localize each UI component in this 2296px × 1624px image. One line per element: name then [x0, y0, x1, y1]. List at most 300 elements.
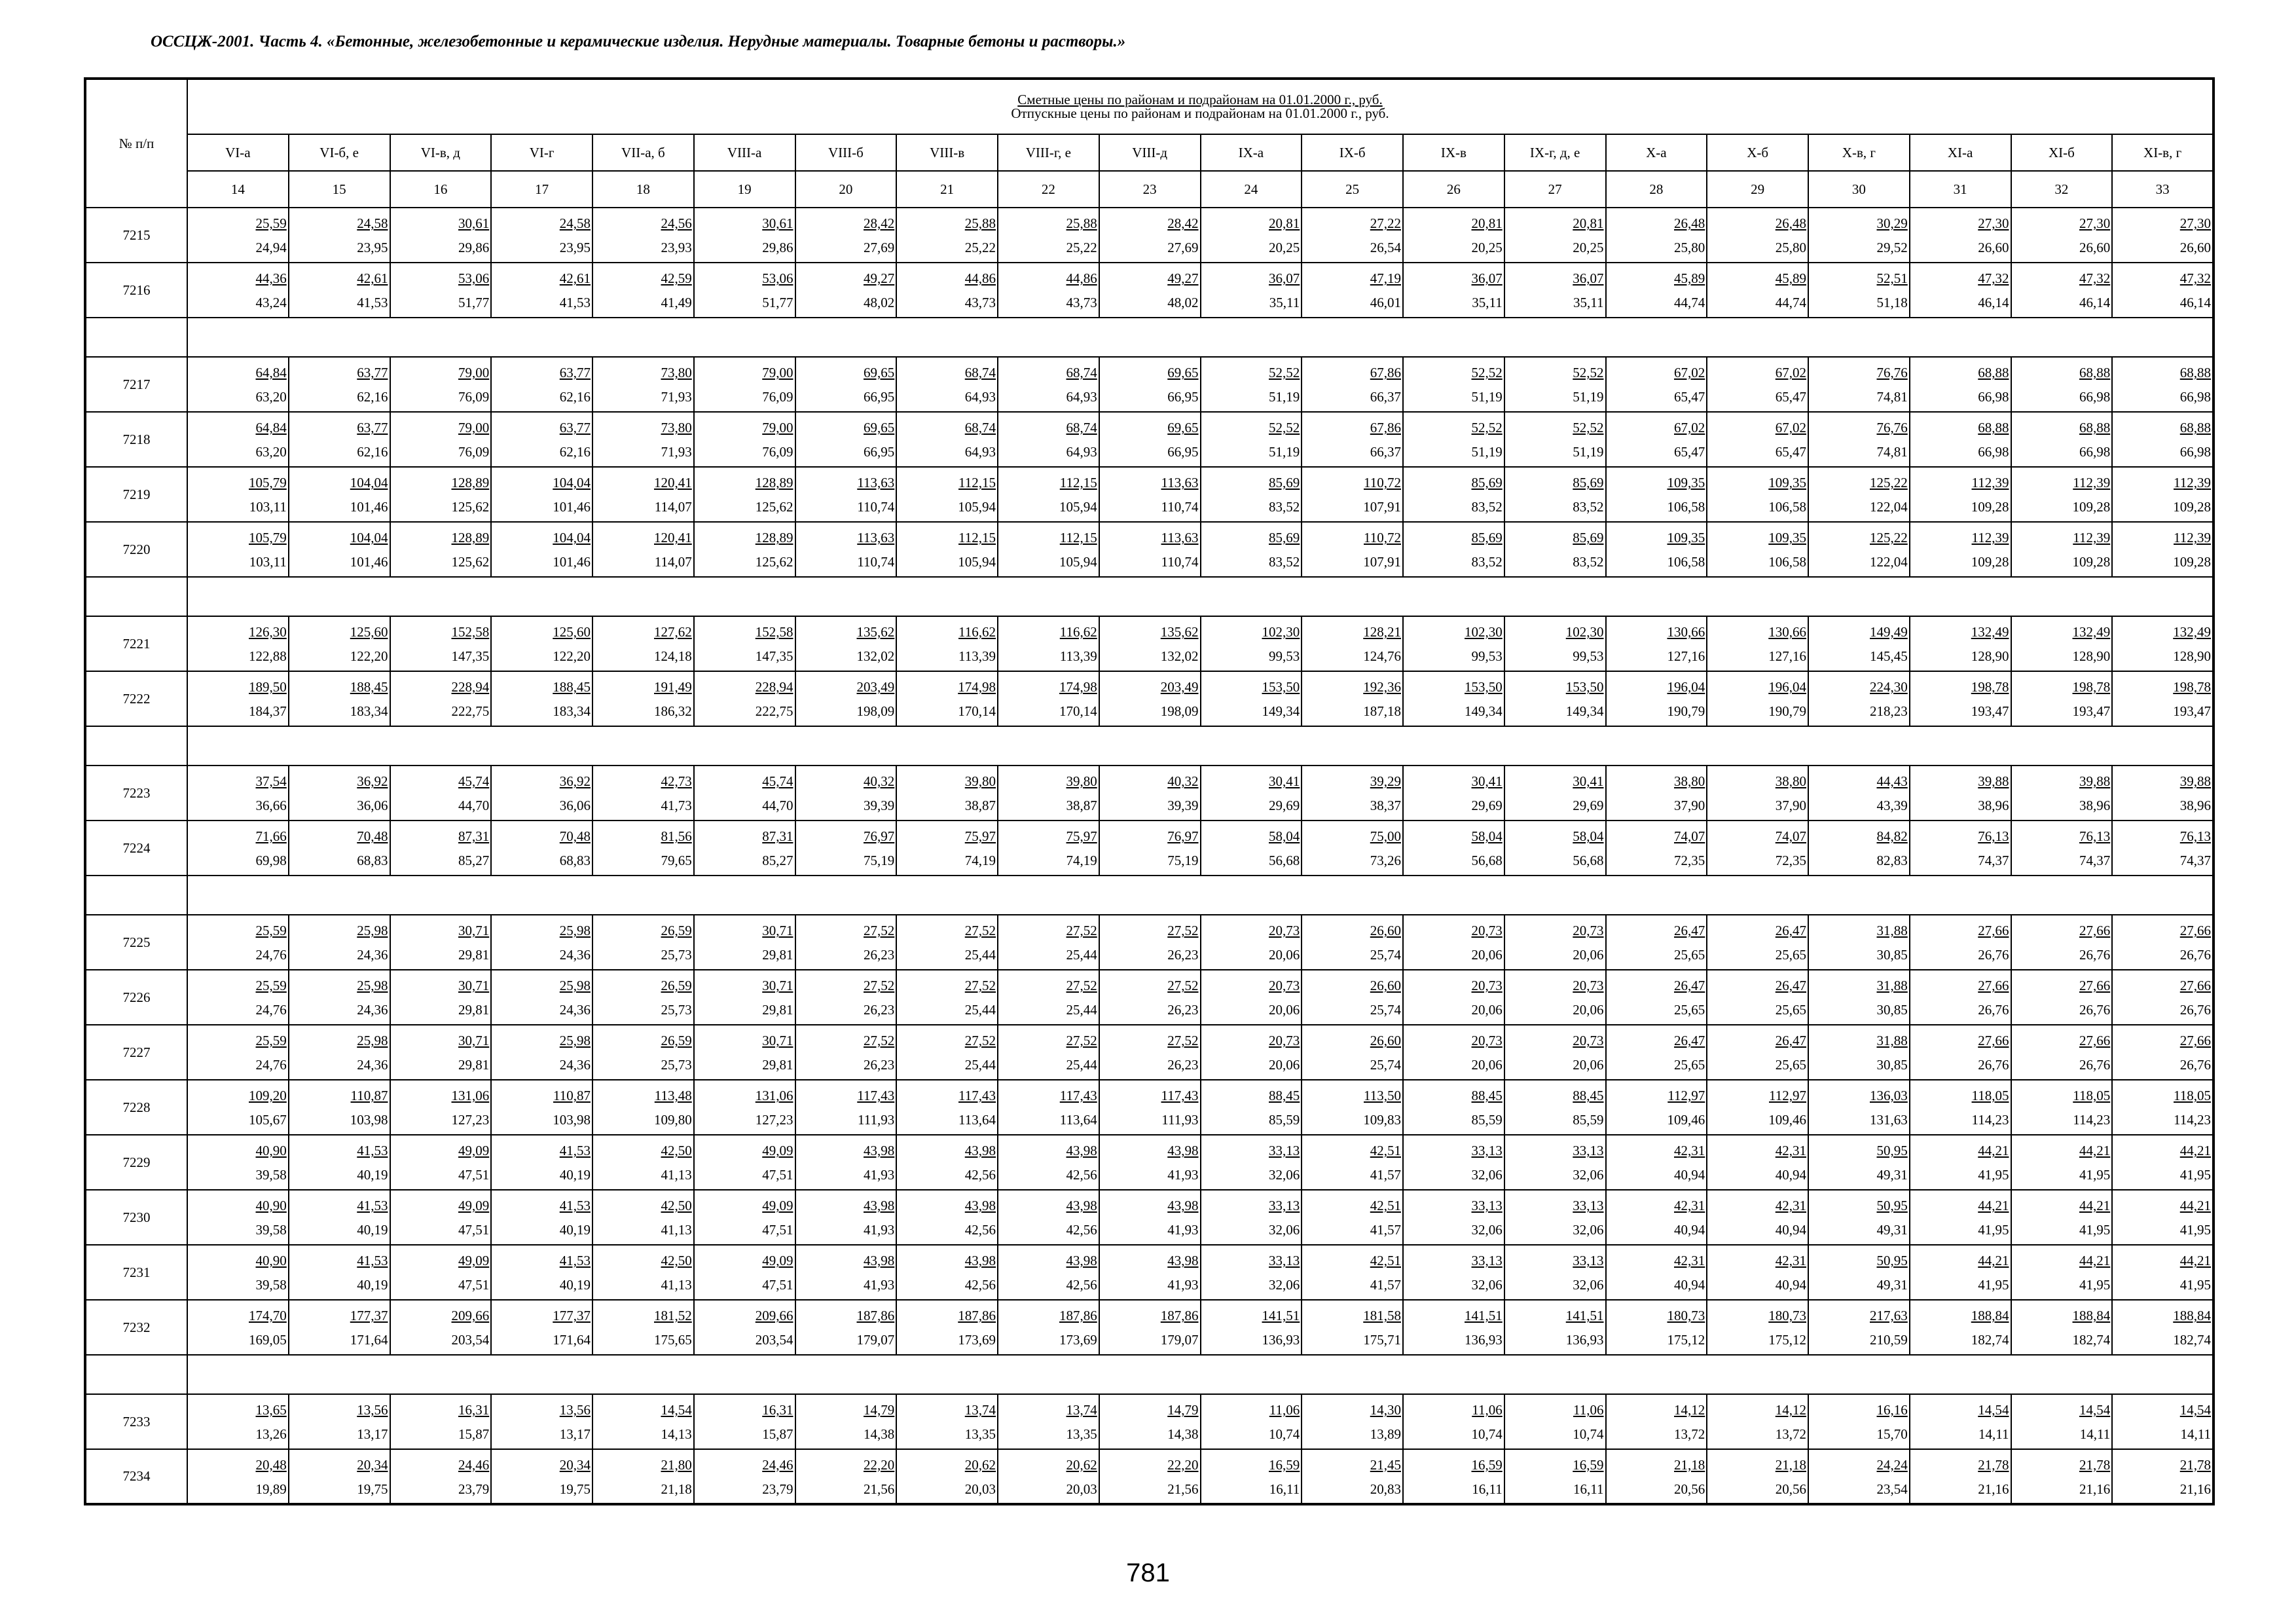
- release-price: 101,46: [350, 499, 388, 515]
- estimated-price: 13,65: [255, 1402, 287, 1418]
- price-cell: [2011, 1245, 2113, 1300]
- group-separator-row: [85, 577, 2214, 616]
- estimated-price: 153,50: [1465, 679, 1503, 695]
- price-cell: [694, 671, 795, 726]
- release-price: 26,76: [1978, 1057, 2009, 1073]
- price-cell: [1099, 467, 1201, 522]
- price-cell: [1504, 766, 1606, 821]
- price-cell: [1302, 1394, 1403, 1449]
- price-cell: [1403, 766, 1504, 821]
- price-cell: [1606, 766, 1707, 821]
- price-cell: [795, 1245, 897, 1300]
- price-cell: [592, 616, 694, 671]
- release-price: 113,64: [958, 1112, 996, 1128]
- price-cell: [187, 1025, 289, 1080]
- release-price: 109,28: [1971, 554, 2009, 570]
- release-price: 76,09: [458, 444, 490, 460]
- estimated-price: 20,62: [964, 1456, 996, 1473]
- estimated-price: 84,82: [1876, 828, 1908, 844]
- release-price: 25,65: [1674, 1057, 1705, 1073]
- estimated-price: 52,52: [1573, 420, 1604, 435]
- release-price: 20,25: [1269, 240, 1300, 255]
- release-price: 74,19: [964, 853, 996, 868]
- estimated-price: 196,04: [1667, 679, 1705, 695]
- row-number: 7232: [85, 1300, 187, 1355]
- release-price: 170,14: [1059, 703, 1097, 719]
- estimated-price: 69,65: [1167, 365, 1199, 380]
- release-price: 32,06: [1573, 1277, 1604, 1293]
- estimated-price: 73,80: [661, 365, 692, 380]
- estimated-price: 14,12: [1674, 1402, 1705, 1418]
- release-price: 66,98: [1978, 444, 2009, 460]
- price-cell: [795, 970, 897, 1025]
- estimated-price: 187,86: [1160, 1308, 1199, 1323]
- estimated-price: 79,00: [762, 365, 793, 380]
- price-cell: [2112, 1080, 2214, 1135]
- price-cell: [795, 1080, 897, 1135]
- price-cell: [1403, 915, 1504, 970]
- price-cell: [1099, 1025, 1201, 1080]
- release-price: 40,94: [1674, 1167, 1705, 1183]
- estimated-price: 125,60: [350, 624, 388, 640]
- price-cell: [1606, 970, 1707, 1025]
- group-separator-row: [85, 318, 2214, 357]
- price-cell: [1403, 263, 1504, 318]
- release-price: 56,68: [1573, 853, 1604, 868]
- price-cell: [1910, 1135, 2011, 1190]
- price-cell: [694, 1245, 795, 1300]
- release-price: 39,39: [1167, 798, 1199, 813]
- estimated-price: 43,98: [964, 1253, 996, 1268]
- release-price: 193,47: [2173, 703, 2211, 719]
- table-row: [85, 821, 2214, 876]
- release-price: 21,16: [1978, 1481, 2009, 1497]
- release-price: 24,94: [255, 240, 287, 255]
- release-price: 36,66: [255, 798, 287, 813]
- price-cell: [1201, 1394, 1302, 1449]
- price-cell: [187, 1190, 289, 1245]
- price-cell: [1606, 412, 1707, 467]
- release-price: 125,62: [451, 554, 490, 570]
- release-price: 65,47: [1674, 389, 1705, 405]
- price-cell: [1302, 821, 1403, 876]
- estimated-price: 27,52: [964, 923, 996, 938]
- release-price: 32,06: [1573, 1167, 1604, 1183]
- release-price: 39,58: [255, 1277, 287, 1293]
- price-cell: [390, 766, 492, 821]
- price-cell: [2112, 821, 2214, 876]
- estimated-price: 102,30: [1565, 624, 1604, 640]
- estimated-price: 43,98: [1167, 1198, 1199, 1213]
- release-price: 20,06: [1471, 1057, 1503, 1073]
- release-price: 26,23: [1167, 1057, 1199, 1073]
- estimated-price: 53,06: [762, 270, 793, 286]
- release-price: 25,73: [661, 947, 692, 963]
- price-cell: [1099, 412, 1201, 467]
- release-price: 56,68: [1269, 853, 1300, 868]
- estimated-price: 174,98: [958, 679, 996, 695]
- price-cell: [795, 263, 897, 318]
- estimated-price: 24,46: [458, 1456, 490, 1473]
- separator-cell: [187, 1355, 2214, 1394]
- release-price: 25,44: [964, 1002, 996, 1018]
- estimated-price: 209,66: [755, 1308, 793, 1323]
- release-price: 41,93: [1167, 1167, 1199, 1183]
- column-number: 23: [1099, 171, 1201, 208]
- price-cell: [1707, 1190, 1808, 1245]
- release-price: 13,35: [964, 1426, 996, 1442]
- release-price: 110,74: [1161, 554, 1199, 570]
- release-price: 171,64: [553, 1332, 591, 1348]
- release-price: 41,49: [661, 295, 692, 310]
- price-cell: [592, 1245, 694, 1300]
- estimated-price: 188,45: [553, 679, 591, 695]
- row-number: 7222: [85, 671, 187, 726]
- estimated-price: 49,27: [864, 270, 895, 286]
- release-price: 20,56: [1775, 1481, 1806, 1497]
- price-cell: [795, 1449, 897, 1504]
- estimated-price: 110,72: [1364, 530, 1401, 545]
- release-price: 85,27: [762, 853, 793, 868]
- estimated-price: 21,80: [661, 1456, 692, 1473]
- release-price: 32,06: [1269, 1277, 1300, 1293]
- release-price: 43,73: [1066, 295, 1097, 310]
- release-price: 109,83: [1363, 1112, 1401, 1128]
- price-cell: [187, 1080, 289, 1135]
- price-cell: [1504, 1080, 1606, 1135]
- column-number-row: [85, 171, 2214, 208]
- price-cell: [1910, 467, 2011, 522]
- estimated-price: 26,47: [1674, 978, 1705, 993]
- document-header: ОССЦЖ-2001. Часть 4. «Бетонные, железобетонные и керамические изделия. Нерудные материалы. Товарные бетоны и растворы.»: [151, 33, 1126, 50]
- estimated-price: 42,51: [1370, 1253, 1401, 1268]
- estimated-price: 42,31: [1674, 1143, 1705, 1158]
- release-price: 23,95: [357, 240, 388, 255]
- price-cell: [2112, 915, 2214, 970]
- price-cell: [2112, 1190, 2214, 1245]
- price-cell: [1403, 357, 1504, 412]
- estimated-price: 74,07: [1775, 828, 1806, 844]
- release-price: 66,98: [1978, 389, 2009, 405]
- column-number: 19: [694, 171, 795, 208]
- release-price: 14,38: [1167, 1426, 1199, 1442]
- estimated-price: 16,31: [458, 1402, 490, 1418]
- estimated-price: 27,66: [1978, 1033, 2009, 1048]
- price-cell: [1808, 1080, 1910, 1135]
- release-price: 41,93: [864, 1167, 895, 1183]
- table-row: [85, 1135, 2214, 1190]
- release-price: 114,23: [1971, 1112, 2009, 1128]
- release-price: 106,58: [1768, 499, 1806, 515]
- estimated-price: 42,31: [1775, 1143, 1806, 1158]
- estimated-price: 128,89: [451, 475, 490, 490]
- estimated-price: 44,21: [2079, 1198, 2111, 1213]
- estimated-price: 187,86: [958, 1308, 996, 1323]
- price-cell: [694, 467, 795, 522]
- price-cell: [1707, 1449, 1808, 1504]
- price-cell: [1099, 616, 1201, 671]
- release-price: 83,52: [1269, 499, 1300, 515]
- estimated-price: 112,15: [958, 475, 996, 490]
- estimated-price: 110,87: [553, 1088, 591, 1103]
- price-cell: [694, 1190, 795, 1245]
- estimated-price: 47,32: [1978, 270, 2009, 286]
- estimated-price: 11,06: [1472, 1402, 1503, 1418]
- price-cell: [1099, 671, 1201, 726]
- release-price: 198,09: [856, 703, 895, 719]
- release-price: 62,16: [357, 389, 388, 405]
- estimated-price: 50,95: [1876, 1253, 1908, 1268]
- release-price: 125,62: [451, 499, 490, 515]
- release-price: 13,17: [559, 1426, 591, 1442]
- release-price: 32,06: [1269, 1222, 1300, 1238]
- price-cell: [187, 208, 289, 263]
- estimated-price: 128,21: [1363, 624, 1401, 640]
- release-price: 107,91: [1363, 499, 1401, 515]
- release-price: 51,77: [762, 295, 793, 310]
- estimated-price: 43,98: [864, 1253, 895, 1268]
- price-cell: [1504, 467, 1606, 522]
- release-price: 13,17: [357, 1426, 388, 1442]
- price-cell: [2112, 1300, 2214, 1355]
- estimated-price: 20,34: [357, 1456, 388, 1473]
- estimated-price: 33,13: [1573, 1198, 1604, 1213]
- release-price: 83,52: [1573, 499, 1604, 515]
- price-cell: [2112, 1245, 2214, 1300]
- price-cell: [998, 357, 1099, 412]
- release-price: 24,36: [559, 947, 591, 963]
- estimated-price: 43,98: [864, 1143, 895, 1158]
- price-cell: [1910, 671, 2011, 726]
- release-price: 24,76: [255, 947, 287, 963]
- estimated-price: 104,04: [553, 475, 591, 490]
- release-price: 147,35: [451, 648, 490, 664]
- release-price: 114,23: [2073, 1112, 2111, 1128]
- release-price: 51,19: [1269, 389, 1300, 405]
- price-cell: [2011, 915, 2113, 970]
- release-price: 41,95: [1978, 1277, 2009, 1293]
- release-price: 122,20: [553, 648, 591, 664]
- release-price: 24,36: [357, 1002, 388, 1018]
- release-price: 109,80: [654, 1112, 692, 1128]
- release-price: 106,58: [1768, 554, 1806, 570]
- release-price: 149,34: [1565, 703, 1604, 719]
- release-price: 32,06: [1471, 1222, 1503, 1238]
- table-row: [85, 970, 2214, 1025]
- price-cell: [896, 970, 998, 1025]
- release-price: 25,22: [1066, 240, 1097, 255]
- price-cell: [1707, 970, 1808, 1025]
- release-price: 32,06: [1573, 1222, 1604, 1238]
- estimated-price: 135,62: [1160, 624, 1199, 640]
- price-cell: [1099, 1300, 1201, 1355]
- region-header: VIII-в: [896, 134, 998, 171]
- estimated-price: 39,88: [1978, 773, 2009, 789]
- release-price: 41,95: [1978, 1222, 2009, 1238]
- estimated-price: 180,73: [1667, 1308, 1705, 1323]
- estimated-price: 112,15: [958, 530, 996, 545]
- release-price: 109,28: [1971, 499, 2009, 515]
- release-price: 48,02: [1167, 295, 1199, 310]
- release-price: 29,69: [1573, 798, 1604, 813]
- estimated-price: 13,74: [1066, 1402, 1097, 1418]
- price-cell: [1201, 1300, 1302, 1355]
- release-price: 44,70: [458, 798, 490, 813]
- release-price: 101,46: [350, 554, 388, 570]
- estimated-price: 58,04: [1269, 828, 1300, 844]
- estimated-price: 26,59: [661, 1033, 692, 1048]
- release-price: 26,76: [2179, 1002, 2211, 1018]
- price-cell: [1099, 915, 1201, 970]
- estimated-price: 117,43: [1161, 1088, 1199, 1103]
- estimated-price: 88,45: [1269, 1088, 1300, 1103]
- price-cell: [2011, 1025, 2113, 1080]
- estimated-price: 44,36: [255, 270, 287, 286]
- release-price: 26,23: [1167, 1002, 1199, 1018]
- price-cell: [187, 766, 289, 821]
- price-cell: [2011, 467, 2113, 522]
- price-cell: [1302, 357, 1403, 412]
- release-price: 72,35: [1775, 853, 1806, 868]
- price-cell: [289, 616, 390, 671]
- price-cell: [1707, 766, 1808, 821]
- price-cell: [694, 263, 795, 318]
- release-price: 110,74: [857, 554, 895, 570]
- price-cell: [2112, 208, 2214, 263]
- estimated-price: 43,98: [1066, 1143, 1097, 1158]
- price-cell: [1099, 357, 1201, 412]
- price-cell: [998, 208, 1099, 263]
- price-cell: [1707, 467, 1808, 522]
- price-cell: [896, 1394, 998, 1449]
- release-price: 62,16: [357, 444, 388, 460]
- estimated-price: 42,31: [1674, 1198, 1705, 1213]
- price-cell: [289, 412, 390, 467]
- price-cell: [998, 766, 1099, 821]
- release-price: 74,81: [1876, 444, 1908, 460]
- release-price: 103,98: [553, 1112, 591, 1128]
- release-price: 66,98: [2179, 444, 2211, 460]
- release-price: 198,09: [1160, 703, 1199, 719]
- estimated-price: 31,88: [1876, 1033, 1908, 1048]
- estimated-price: 112,39: [2174, 530, 2211, 545]
- release-price: 47,51: [762, 1222, 793, 1238]
- price-cell: [1302, 915, 1403, 970]
- table-row: [85, 522, 2214, 577]
- estimated-price: 26,60: [1370, 1033, 1401, 1048]
- release-price: 64,93: [964, 444, 996, 460]
- release-price: 66,95: [864, 389, 895, 405]
- price-cell: [491, 1449, 592, 1504]
- release-price: 40,19: [559, 1277, 591, 1293]
- release-price: 40,19: [357, 1277, 388, 1293]
- price-cell: [1504, 1025, 1606, 1080]
- release-price: 29,86: [458, 240, 490, 255]
- release-price: 193,47: [1971, 703, 2009, 719]
- estimated-price: 85,69: [1573, 530, 1604, 545]
- price-cell: [592, 766, 694, 821]
- price-cell: [1606, 1080, 1707, 1135]
- release-price: 182,74: [2072, 1332, 2111, 1348]
- price-cell: [390, 1245, 492, 1300]
- estimated-price: 33,13: [1269, 1143, 1300, 1158]
- region-header: VIII-д: [1099, 134, 1201, 171]
- release-price: 25,44: [1066, 1057, 1097, 1073]
- estimated-price: 25,98: [357, 978, 388, 993]
- release-price: 128,90: [1971, 648, 2009, 664]
- estimated-price: 33,13: [1471, 1198, 1503, 1213]
- price-cell: [998, 1245, 1099, 1300]
- price-cell: [1707, 522, 1808, 577]
- price-cell: [1910, 1245, 2011, 1300]
- estimated-price: 42,31: [1674, 1253, 1705, 1268]
- release-price: 182,74: [1971, 1332, 2009, 1348]
- release-price: 132,02: [856, 648, 895, 664]
- price-cell: [1707, 208, 1808, 263]
- release-price: 136,93: [1262, 1332, 1300, 1348]
- price-cell: [491, 1300, 592, 1355]
- estimated-price: 25,98: [357, 923, 388, 938]
- estimated-price: 43,98: [1167, 1253, 1199, 1268]
- estimated-price: 188,45: [350, 679, 388, 695]
- separator-cell: [85, 726, 187, 766]
- release-price: 113,64: [1059, 1112, 1097, 1128]
- estimated-price: 76,97: [864, 828, 895, 844]
- release-price: 14,13: [661, 1426, 692, 1442]
- region-header: IX-г, д, е: [1504, 134, 1606, 171]
- price-cell: [795, 1135, 897, 1190]
- release-price: 179,07: [1160, 1332, 1199, 1348]
- price-cell: [1606, 1300, 1707, 1355]
- row-number: 7226: [85, 970, 187, 1025]
- estimated-price: 128,89: [451, 530, 490, 545]
- release-price: 26,76: [2179, 947, 2211, 963]
- estimated-price: 109,35: [1768, 530, 1806, 545]
- release-price: 47,51: [762, 1167, 793, 1183]
- estimated-price: 130,66: [1667, 624, 1705, 640]
- release-price: 43,24: [255, 295, 287, 310]
- release-price: 42,56: [1066, 1167, 1097, 1183]
- estimated-price: 31,88: [1876, 978, 1908, 993]
- region-header: VII-а, б: [592, 134, 694, 171]
- release-price: 38,96: [2179, 798, 2211, 813]
- release-price: 35,11: [1269, 295, 1300, 310]
- estimated-price: 30,29: [1876, 215, 1908, 231]
- release-price: 125,62: [755, 554, 793, 570]
- price-cell: [187, 1449, 289, 1504]
- price-cell: [1707, 915, 1808, 970]
- price-cell: [491, 970, 592, 1025]
- estimated-price: 68,74: [1066, 420, 1097, 435]
- release-price: 41,57: [1370, 1167, 1401, 1183]
- release-price: 13,89: [1370, 1426, 1401, 1442]
- estimated-price: 136,03: [1870, 1088, 1908, 1103]
- estimated-price: 44,21: [2179, 1143, 2211, 1158]
- release-price: 128,90: [2173, 648, 2211, 664]
- estimated-price: 24,58: [357, 215, 388, 231]
- estimated-price: 40,90: [255, 1198, 287, 1213]
- release-price: 20,03: [964, 1481, 996, 1497]
- region-header-row: [85, 134, 2214, 171]
- release-price: 113,39: [1059, 648, 1097, 664]
- release-price: 193,47: [2072, 703, 2111, 719]
- price-cell: [592, 522, 694, 577]
- estimated-price: 43,98: [1167, 1143, 1199, 1158]
- row-number: 7219: [85, 467, 187, 522]
- price-cell: [1201, 1190, 1302, 1245]
- price-cell: [289, 263, 390, 318]
- region-header: X-б: [1707, 134, 1808, 171]
